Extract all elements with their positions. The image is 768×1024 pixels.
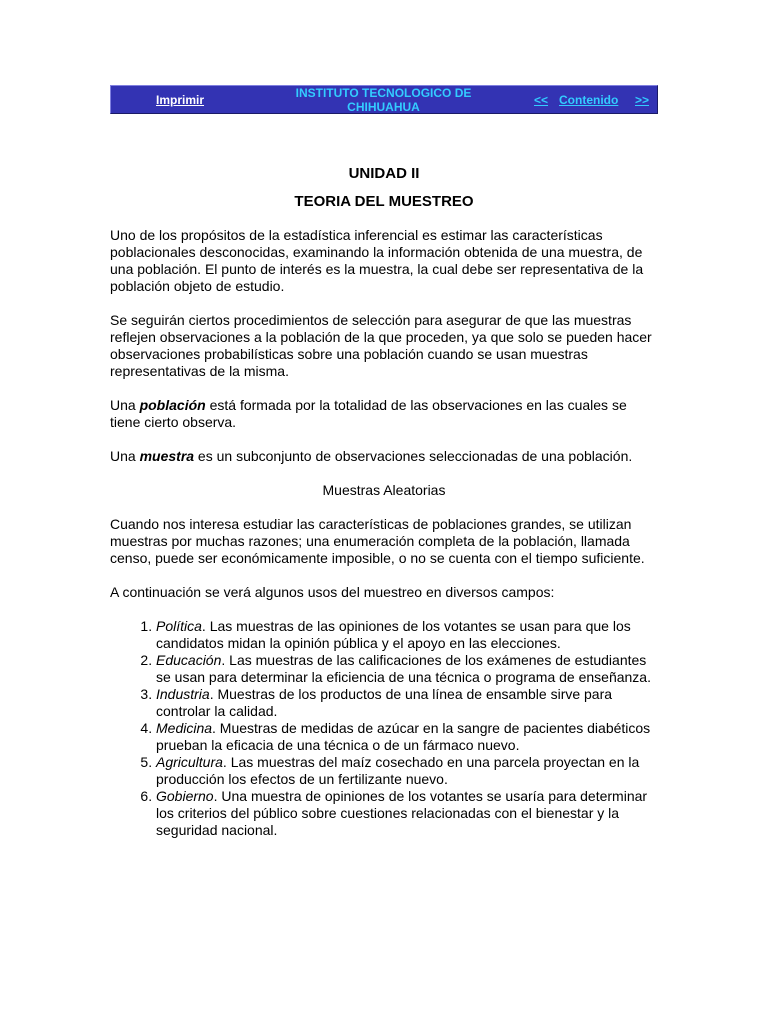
next-link[interactable]: >> [635, 93, 650, 107]
paragraph-uses-intro: A continuación se verá algunos usos del muestreo en diversos campos: [110, 584, 555, 600]
list-item [156, 686, 658, 720]
list-item [156, 652, 658, 686]
navigation-bar [110, 85, 658, 114]
term-muestra: muestra [139, 448, 195, 464]
paragraph-large-populations: Cuando nos interesa estudiar las características de poblaciones grandes, se utilizan muestras por muchas razones; una enumeración completa de la población, llamada censo, puede ser económicamente imposible, o no se cuenta con el tiempo suficiente. [110, 516, 645, 566]
list-item [156, 618, 658, 652]
paragraph-intro: Uno de los propósitos de la estadística inferencial es estimar las características poblacionales desconocidas, examinando la información obtenida de una muestra, de una población. El punto de interés es la muestra, la cual debe ser representativa de la población objeto de estudio. [110, 227, 644, 294]
document-body [110, 165, 658, 839]
text-segment: es un subconjunto de observaciones seleccionadas de una población. [194, 448, 633, 464]
list-item [156, 720, 658, 754]
list-item-term: Gobierno [156, 788, 214, 804]
list-item-text: . Muestras de medidas de azúcar en la sangre de pacientes diabéticos prueban la eficacia de una técnica o de un fármaco nuevo. [156, 720, 651, 753]
paragraph-population [110, 397, 658, 431]
page-title: TEORIA DEL MUESTREO [294, 193, 474, 210]
list-item-term: Medicina [156, 720, 213, 736]
text-segment: Una [110, 448, 140, 464]
unit-heading: UNIDAD II [348, 165, 420, 182]
uses-list [110, 618, 658, 839]
print-link[interactable]: Imprimir [156, 93, 205, 107]
list-item-term: Educación [156, 652, 222, 668]
paragraph-procedures: Se seguirán ciertos procedimientos de selección para asegurar de que las muestras reflejen observaciones a la población de la que proceden, ya que solo se pueden hacer observaciones probabilísticas sobre una población cuando se usan muestras representativas de la misma. [110, 312, 652, 379]
list-item [156, 788, 658, 839]
list-item-term: Política [156, 618, 202, 634]
text-segment: Una [110, 397, 140, 413]
previous-link[interactable]: << [534, 93, 549, 107]
section-subheading: Muestras Aleatorias [322, 482, 446, 498]
list-item-text: . Una muestra de opiniones de los votantes se usaría para determinar los criterios del público sobre cuestiones relacionadas con el bienestar y la seguridad nacional. [156, 788, 648, 838]
list-item-text: . Las muestras del maíz cosechado en una parcela proyectan en la producción los efectos de un fertilizante nuevo. [156, 754, 640, 787]
list-item [156, 754, 658, 788]
list-item-text: . Las muestras de las calificaciones de los exámenes de estudiantes se usan para determinar la eficiencia de una técnica o programa de enseñanza. [156, 652, 651, 685]
institute-title: INSTITUTO TECNOLOGICO DE CHIHUAHUA [295, 86, 472, 114]
text-segment: está formada por la totalidad de las observaciones en las cuales se tiene cierto observa. [110, 397, 627, 430]
paragraph-sample [110, 448, 658, 465]
list-item-text: . Las muestras de las opiniones de los votantes se usan para que los candidatos midan la opinión pública y el apoyo en las elecciones. [156, 618, 631, 651]
list-item-text: . Muestras de los productos de una línea de ensamble sirve para controlar la calidad. [156, 686, 613, 719]
list-item-term: Agricultura [156, 754, 223, 770]
list-item-term: Industria [156, 686, 210, 702]
term-poblacion: población [139, 397, 206, 413]
contents-link[interactable]: Contenido [559, 93, 619, 107]
